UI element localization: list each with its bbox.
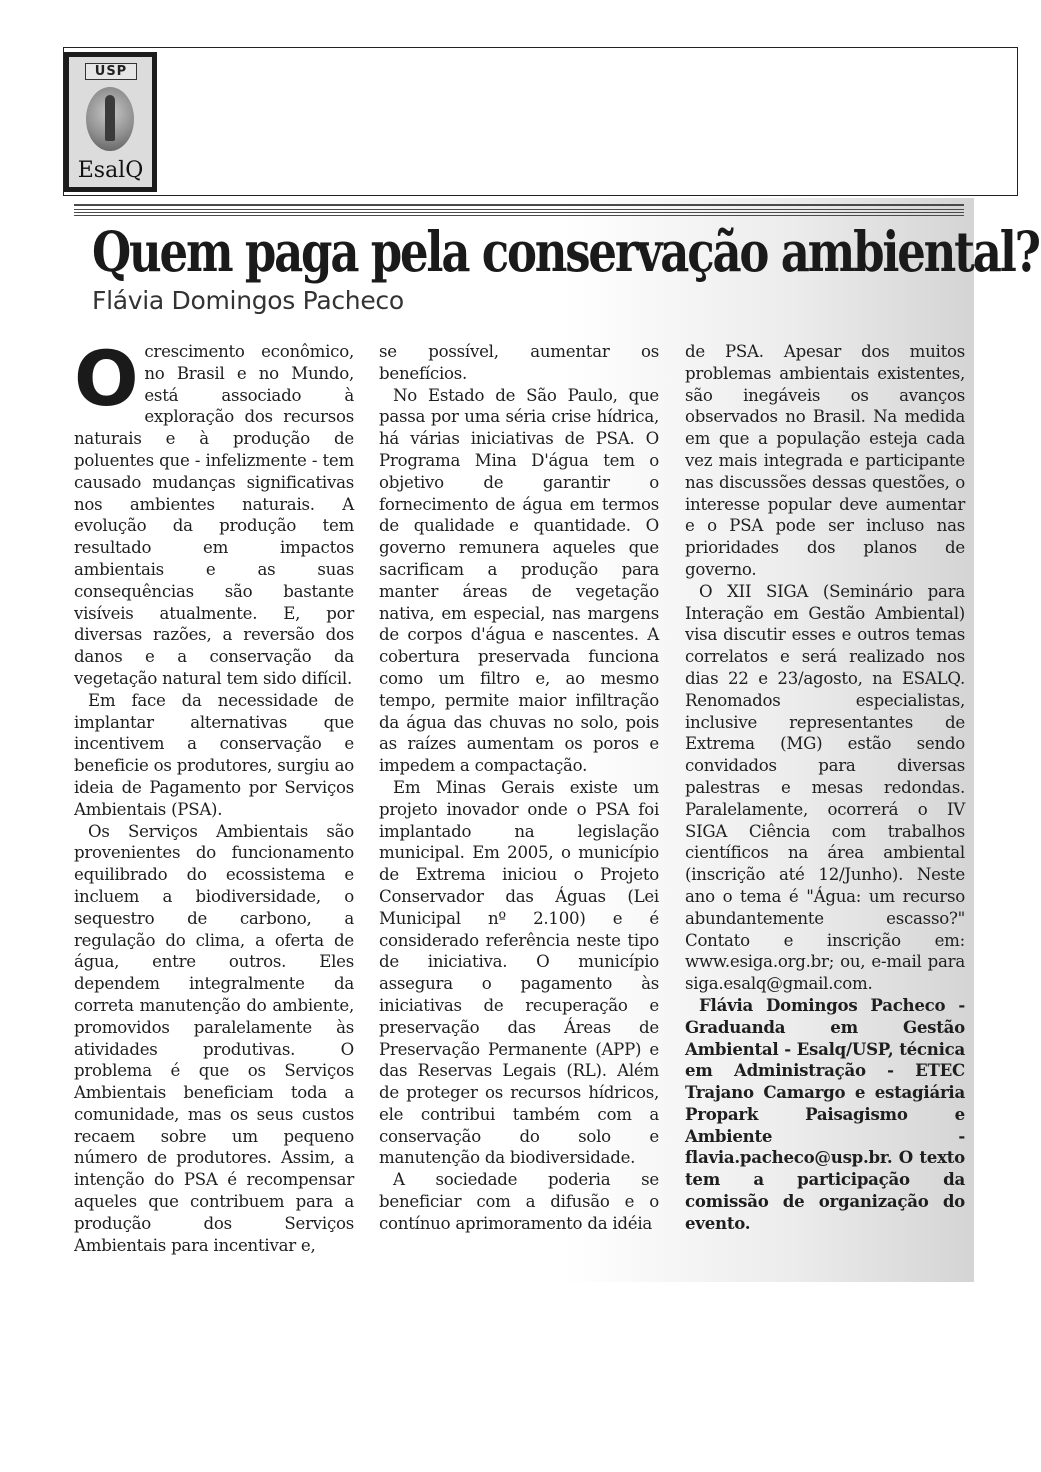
drop-cap: O: [74, 334, 139, 423]
figure-icon: [105, 95, 115, 141]
article: [64, 198, 1039, 1282]
paragraph: No Estado de São Paulo, que passa por uma séria crise hídrica, há várias iniciativas de PSA. O Programa Mina D'água tem o objetivo de garantir o fornecimento de água em termos de qualidade e quantidade. O governo remunera aqueles que sacrificam a produção para manter áreas de vegetação nativa, em especial, nas margens de corpos d'água e nascentes. A cobertura preservada funciona como um filtro e, ao mesmo tempo, permite maior infiltração da água das chuvas no solo, pois as raízes aumentam os poros e impedem a compactação.: [379, 385, 659, 776]
paragraph: Em face da necessidade de implantar alternativas que incentivem a conservação e beneficie os produtores, surgiu ao ideia de Pagamento por Serviços Ambientais (PSA).: [74, 690, 354, 819]
author-bio: Flávia Domingos Pacheco - Graduanda em Gestão Ambiental - Esalq/USP, técnica em Administração - ETEC Trajano Camargo e estagiária Propark Paisagismo e Ambiente - flavia.pacheco@usp.br. O texto tem a participação da comissão de organização do evento.: [685, 994, 965, 1233]
header-frame: [63, 47, 1018, 196]
logo-usp-text: USP: [85, 63, 137, 80]
paragraph: Em Minas Gerais existe um projeto inovador onde o PSA foi implantado na legislação municipal. Em 2005, o município de Extrema iniciou o Projeto Conservador das Águas (Lei Municipal nº 2.100) e é considerado referência neste tipo de iniciativa. O município assegura o pagamento às iniciativas de recuperação e preservação das Áreas de Preservação Permanente (APP) e das Reservas Legais (RL). Além de proteger os recursos hídricos, ele contribui também com a conservação do solo e manutenção da biodiversidade.: [379, 777, 659, 1168]
article-column-3: [685, 341, 965, 1235]
divider-rule: [74, 215, 964, 216]
article-headline: Quem paga pela conservação ambiental?: [92, 220, 1039, 285]
paragraph: de PSA. Apesar dos muitos problemas ambientais existentes, são inegáveis os avanços observados no Brasil. Na medida em que a população esteja cada vez mais integrada e participante nas discussões dessas questões, o interesse popular deve aumentar e o PSA pode ser incluso nas prioridades dos planos de governo.: [685, 342, 965, 579]
esalq-logo: [64, 52, 157, 192]
divider-rule: [74, 212, 964, 213]
paragraph: O XII SIGA (Seminário para Interação em Gestão Ambiental) visa discutir esses e outros temas correlatos e será realizado nos dias 22 e 23/agosto, na ESALQ. Renomados especialistas, inclusive representantes de Extrema (MG) estão sendo convidados para diversas palestras e mesas redondas. Paralelamente, ocorrerá o IV SIGA Ciência com trabalhos científicos na área ambiental (inscrição até 12/Junho). Neste ano o tema é "Água: um recurso abundantemente escasso?" Contato e inscrição em: www.esiga.org.br; ou, e-mail para siga.esalq@gmail.com.: [685, 581, 965, 994]
paragraph: A sociedade poderia se beneficiar com a difusão e o contínuo aprimoramento da idéia: [379, 1170, 659, 1233]
divider-rule: [74, 209, 964, 210]
logo-panel: [69, 57, 152, 187]
paragraph-text: crescimento econômico, no Brasil e no Mundo, está associado à exploração dos recursos naturais e à produção de poluentes que - infelizmente - tem causado mudanças significativas nos ambientes naturais. A evolução da produção tem resultado em impactos ambientais e as suas consequências são bastante visíveis atualmente. E, por diversas razões, a reversão dos danos e a conservação da vegetação natural tem sido difícil.: [74, 342, 354, 688]
paragraph: [74, 334, 354, 690]
paragraph: Os Serviços Ambientais são provenientes do funcionamento equilibrado do ecossistema e incluem a biodiversidade, o sequestro de carbono, a regulação do clima, a oferta de água, entre outros. Eles dependem integralmente da correta manutenção do ambiente, promovidos paralelamente às atividades produtivas. O problema é que os Serviços Ambientais beneficiam toda a comunidade, mas os seus custos recaem sobre um pequeno número de produtores. Assim, a intenção do PSA é recompensar aqueles que contribuem para a produção dos Serviços Ambientais para incentivar e,: [74, 821, 354, 1255]
article-column-1: [74, 334, 354, 1256]
article-byline: Flávia Domingos Pacheco: [92, 286, 404, 315]
paragraph: se possível, aumentar os benefícios.: [379, 342, 659, 383]
logo-esalq-text: EsalQ: [77, 158, 144, 183]
article-column-2: [379, 341, 659, 1235]
divider-rule: [74, 204, 964, 206]
